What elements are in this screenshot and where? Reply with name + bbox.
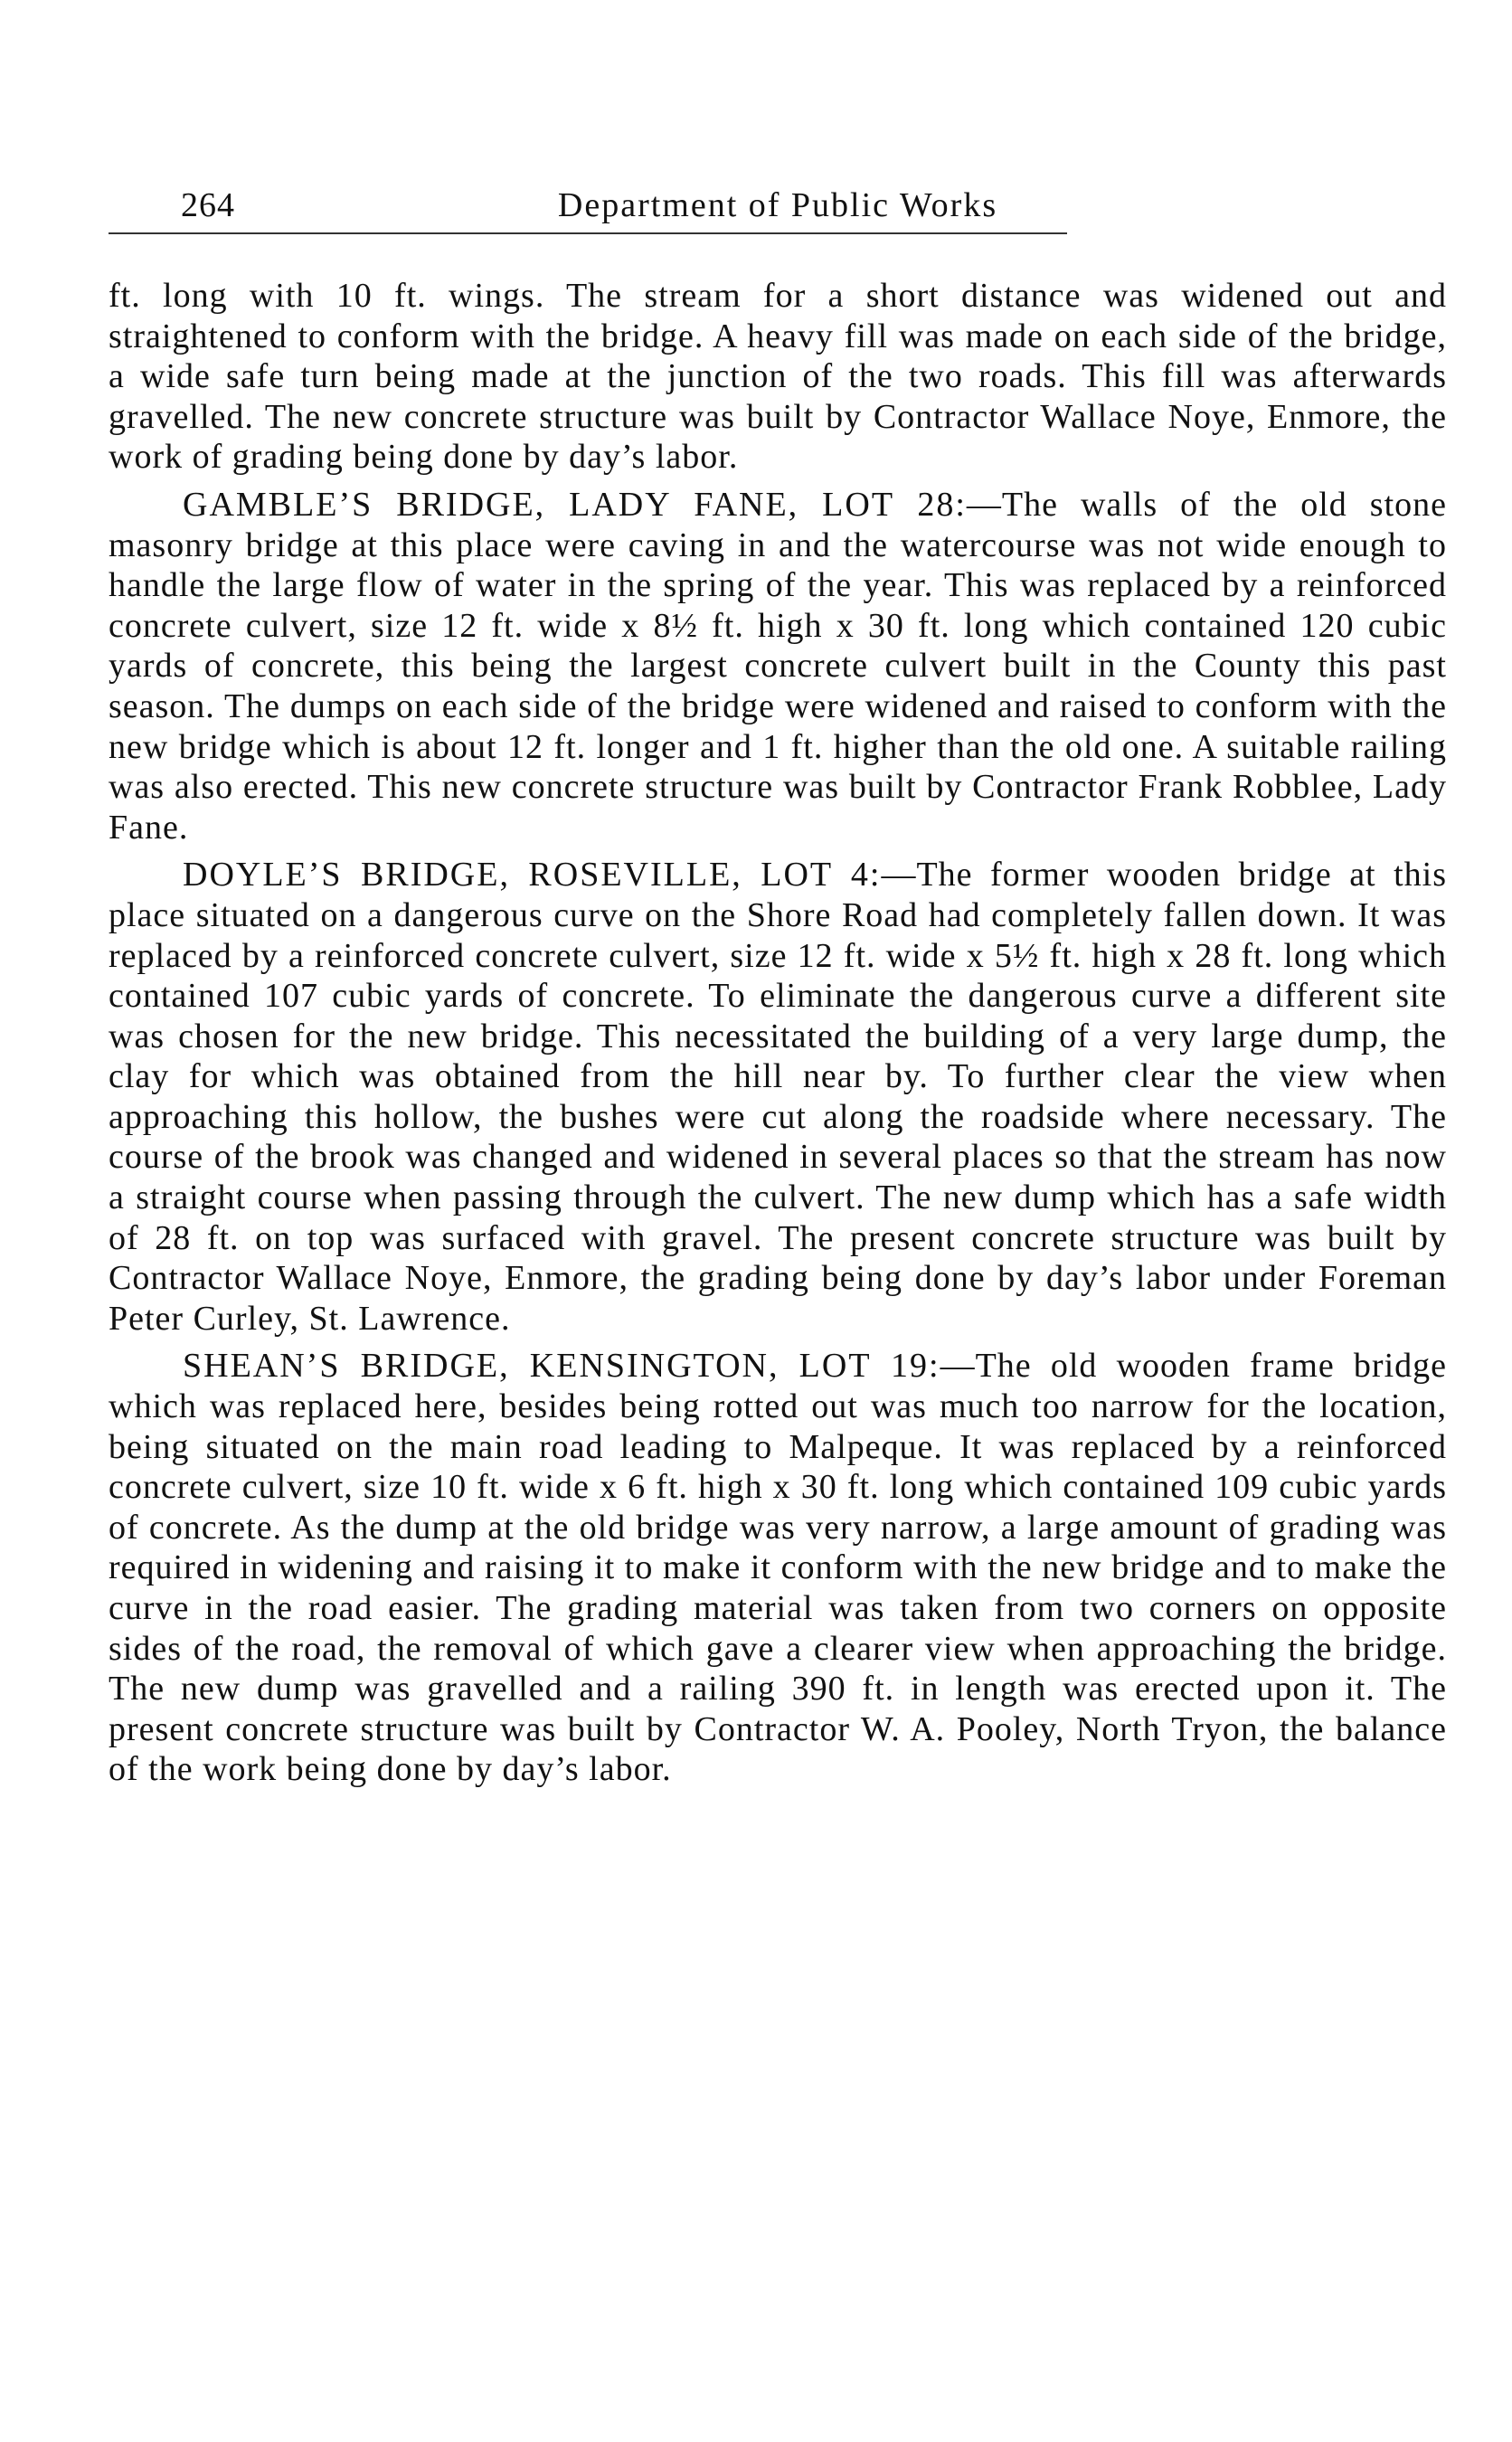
paragraph-gambles-bridge (109, 485, 1447, 847)
section-heading: SHEAN’S BRIDGE, KENSINGTON, LOT 19: (183, 1347, 940, 1386)
paragraph-text: —The walls of the old stone masonry bridge at this place were caving in and the watercourse was not wide enough to handle the large flow of water in the spring of the year. This was replaced by a reinforced concrete culvert, size 12 ft. wide x 8½ ft. high x 30 ft. long which contained 120 cubic yards of concrete, this being the largest concrete culvert built in the County this past season. The dumps on each side of the bridge were widened and raised to conform with the new bridge which is about 12 ft. longer and 1 ft. higher than the old one. A suitable railing was also erected. This new concrete structure was built by Contractor Frank Robblee, Lady Fane. (109, 485, 1447, 847)
paragraph-text: —The former wooden bridge at this place situated on a dangerous curve on the Shore Road had completely fallen down. It was replaced by a reinforced concrete culvert, size 12 ft. wide x 5½ ft. high x 28 ft. long which contained 107 cubic yards of concrete. To eliminate the dangerous curve a different site was chosen for the new bridge. This necessitated the building of a very large dump, the clay for which was obtained from the hill near by. To further clear the view when approaching this hollow, the bushes were cut along the roadside where necessary. The course of the brook was changed and widened in several places so that the stream has now a straight course when passing through the culvert. The new dump which has a safe width of 28 ft. on top was surfaced with gravel. The present concrete structure was built by Contractor Wallace Noye, Enmore, the grading being done by day’s labor under Foreman Peter Curley, St. Lawrence. (109, 856, 1447, 1338)
body-text (109, 276, 1447, 1797)
page-number: 264 (181, 186, 235, 224)
paragraph-continuation (109, 276, 1447, 478)
paragraph-doyles-bridge (109, 855, 1447, 1339)
paragraph-text: ft. long with 10 ft. wings. The stream for a short distance was widened out and straightened to conform with the bridge. A heavy fill was made on each side of the bridge, a wide safe turn being made at the junction of the two roads. This fill was afterwards gravelled. The new concrete structure was built by Contractor Wallace Noye, Enmore, the work of grading being done by day’s labor. (109, 277, 1447, 477)
section-heading: DOYLE’S BRIDGE, ROSEVILLE, LOT 4: (183, 856, 882, 894)
header-rule (109, 232, 1067, 234)
paragraph-text: —The old wooden frame bridge which was replaced here, besides being rotted out was much too narrow for the location, being situated on the main road leading to Malpeque. It was replaced by a reinforced concrete culvert, size 10 ft. wide x 6 ft. high x 30 ft. long which contained 109 cubic yards of concrete. As the dump at the old bridge was very narrow, a large amount of grading was required in widening and raising it to make it conform with the new bridge and to make the curve in the road easier. The grading material was taken from two corners on opposite sides of the road, the removal of which gave a clearer view when approaching the bridge. The new dump was gravelled and a railing 390 ft. in length was erected upon it. The present concrete structure was built by Contractor W. A. Pooley, North Tryon, the balance of the work being done by day’s labor. (109, 1347, 1447, 1789)
paragraph-sheans-bridge (109, 1346, 1447, 1790)
running-title: Department of Public Works (557, 186, 998, 224)
page-header (181, 185, 1393, 231)
section-heading: GAMBLE’S BRIDGE, LADY FANE, LOT 28: (183, 485, 967, 524)
